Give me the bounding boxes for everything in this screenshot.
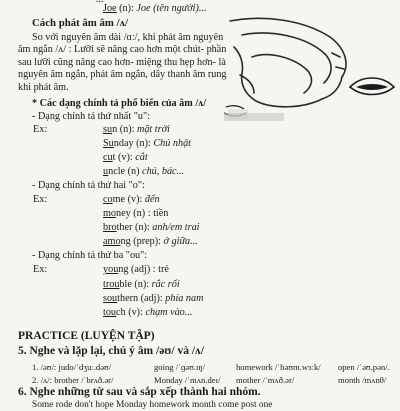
exercise-6-title: 6. Nghe những từ sau và sắp xếp thành hai nhóm. — [18, 386, 261, 398]
form2-ex-label: Ex: — [33, 194, 48, 205]
paragraph-line-5: khi phát âm. — [18, 82, 69, 93]
top-example-meaning: Joe (tên người)... — [136, 3, 207, 14]
form3-label: - Dạng chính tả thứ ba "ou": — [32, 250, 148, 261]
practice-title: PRACTICE (LUYỆN TẬP) — [18, 330, 155, 342]
paragraph-line-2: âm ngắn /ʌ/ : Lưỡi sẽ nâng cao hơn một chút- phần — [18, 44, 227, 55]
top-example-line: Joe (n): Joe (tên người)... — [103, 3, 207, 14]
ex5-row1-item-2: going /ˈɡəʊ.ɪŋ/ — [154, 362, 205, 372]
form1-label: - Dạng chính tả thứ nhất "u": — [32, 111, 150, 122]
mouth-diagram-illustration — [222, 13, 400, 121]
form3-ex-label: Ex: — [33, 264, 48, 275]
ex5-row2-item-1: 2. /ʌ/: brother /ˈbrʌð.ər/ — [32, 375, 114, 385]
paragraph-line-4: nguyên âm ngắn, phát âm ngắn, dây thanh âm rung — [18, 69, 227, 80]
section-title: Cách phát âm âm /ʌ/ — [32, 17, 128, 29]
ex5-row2-item-2: Monday /ˈmʌn.deɪ/ — [154, 375, 221, 385]
ex5-row1-item-1: 1. /əʊ/: judo/ˈdʒuː.dəʊ/ — [32, 362, 112, 372]
form1-ex-label: Ex: — [33, 124, 48, 135]
form2-word-3: brother (n): anh/em trai — [103, 222, 200, 233]
ex5-row1-item-4: open /ˈəʊ.pən/. — [338, 362, 390, 372]
form1-word-1: sun (n): mặt trời — [103, 124, 170, 135]
ex5-row1-item-3: homework /ˈhəʊm.wɜːk/ — [236, 362, 321, 372]
form1-word-2: Sunday (n): Chủ nhật — [103, 138, 192, 149]
paragraph-line-3: sau lưỡi cũng nâng cao hơn- miệng thu hẹp hơn- là — [18, 57, 226, 68]
paragraph-line-1: So với nguyên âm dài /ɑː/, khi phát âm nguyên — [32, 32, 224, 43]
form2-word-1: come (v): đến — [103, 194, 160, 205]
exercise-6-words: Some rode don't hope Monday homework month come post one — [32, 400, 273, 410]
exercise-5-title: 5. Nghe và lặp lại, chú ý âm /əʊ/ và /ʌ/ — [18, 345, 204, 357]
form3-word-1: young (adj) : trẻ — [103, 264, 169, 275]
form3-word-4: touch (v): chạm vào... — [103, 307, 193, 318]
form2-word-2: money (n) : tiền — [103, 208, 169, 219]
form3-word-3: southern (adj): phía nam — [103, 293, 204, 304]
forms-heading: * Các dạng chính tả phổ biến của âm /ʌ/ — [32, 98, 207, 109]
form2-word-4: among (prep): ở giữa... — [103, 236, 198, 247]
form1-word-3: cut (v): cắt — [103, 152, 148, 163]
form3-word-2: trouble (n): rắc rối — [103, 279, 180, 290]
form1-word-4: uncle (n) chú, bác... — [103, 166, 185, 177]
ex5-row2-item-3: mother /ˈmʌð.ər/ — [236, 375, 295, 385]
form2-label: - Dạng chính tả thứ hai "o": — [32, 180, 145, 191]
ex5-row2-item-4: month /mʌnθ/ — [338, 375, 387, 385]
